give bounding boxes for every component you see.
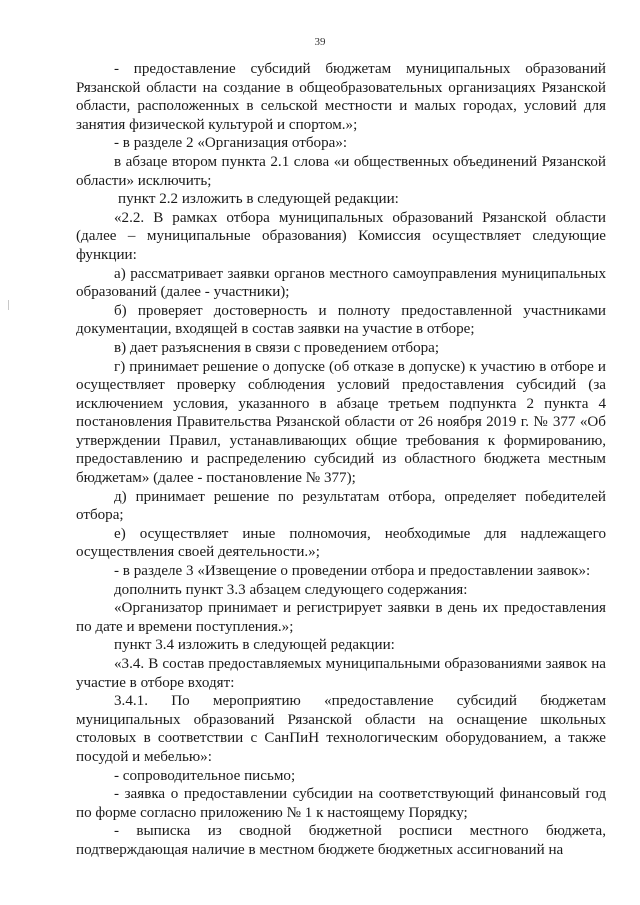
paragraph: «Организатор принимает и регистрирует заявки в день их предоставления по дате и времени поступления.»; bbox=[76, 600, 606, 635]
paragraph: - заявка о предоставлении субсидии на соответствующий финансовый год по форме согласно приложению № 1 к настоящему Порядку; bbox=[76, 786, 606, 821]
paragraph: г) принимает решение о допуске (об отказе в допуске) к участию в отборе и осуществляет проверку соблюдения условий предоставления субсидий (за исключением условия, указанного в абзаце третьем подпункта 2 пункта 4 постановления Правительства Рязанской области от 26 ноября 2019 г. № 377 «Об утверждении Правил, устанавливающих общие требования к формированию, предоставлению и распределению субсидий из областного бюджета местным бюджетам» (далее - постановление № 377); bbox=[76, 358, 606, 487]
paragraph: - в разделе 3 «Извещение о проведении отбора и предоставлении заявок»: bbox=[114, 563, 591, 580]
paragraph: 3.4.1. По мероприятию «предоставление субсидий бюджетам муниципальных образований Рязанской области на оснащение школьных столовых в соответствии с СанПиН технологическим оборудованием, а также посудой и мебелью»: bbox=[76, 693, 606, 765]
document-body bbox=[76, 60, 606, 860]
paragraph: д) принимает решение по результатам отбора, определяет победителей отбора; bbox=[76, 488, 606, 524]
page-number: 39 bbox=[314, 36, 326, 48]
paragraph: а) рассматривает заявки органов местного самоуправления муниципальных образований (далее - участники); bbox=[76, 265, 606, 301]
paragraph: - выписка из сводной бюджетной росписи местного бюджета, подтверждающая наличие в местном бюджете бюджетных ассигнований на bbox=[76, 823, 606, 858]
paragraph: «3.4. В состав предоставляемых муниципальными образованиями заявок на участие в отборе входят: bbox=[76, 656, 606, 691]
paragraph: б) проверяет достоверность и полноту предоставленной участниками документации, входящей в состав заявки на участие в отборе; bbox=[76, 302, 606, 338]
margin-mark bbox=[8, 300, 9, 310]
paragraph: е) осуществляет иные полномочия, необходимые для надлежащего осуществления своей деятельности.»; bbox=[76, 525, 606, 561]
paragraph: пункт 2.2 изложить в следующей редакции: bbox=[118, 191, 399, 208]
paragraph: - сопроводительное письмо; bbox=[114, 767, 296, 784]
paragraph: - в разделе 2 «Организация отбора»: bbox=[114, 135, 348, 152]
paragraph: «2.2. В рамках отбора муниципальных образований Рязанской области (далее – муниципальные образования) Комиссия осуществляет следующие функции: bbox=[76, 209, 606, 263]
paragraph: дополнить пункт 3.3 абзацем следующего содержания: bbox=[114, 581, 468, 598]
paragraph: в) дает разъяснения в связи с проведением отбора; bbox=[114, 339, 440, 356]
paragraph: пункт 3.4 изложить в следующей редакции: bbox=[114, 637, 395, 654]
paragraph: - предоставление субсидий бюджетам муниципальных образований Рязанской области на создание в общеобразовательных организациях Рязанской области, расположенных в сельской местности и малых городах, условий для занятия физической культурой и спортом.»; bbox=[76, 61, 606, 133]
paragraph: в абзаце втором пункта 2.1 слова «и общественных объединений Рязанской области» исключить; bbox=[76, 153, 606, 189]
